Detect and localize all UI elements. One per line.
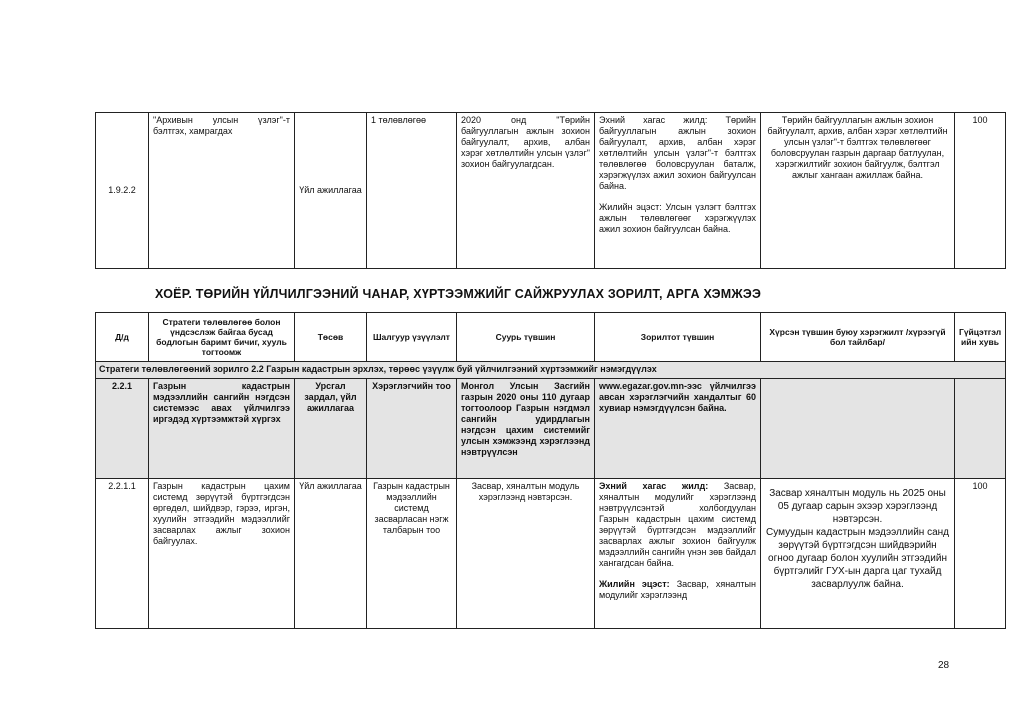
header-indicator: Шалгуур үзүүлэлт <box>367 313 457 362</box>
section-title: ХОЁР. ТӨРИЙН ҮЙЛЧИЛГЭЭНИЙ ЧАНАР, ХҮРТЭЭМЖИЙГ САЙЖРУУЛАХ ЗОРИЛТ, АРГА ХЭМЖЭЭ <box>155 287 762 301</box>
row-unit: Үйл ажиллагаа <box>295 479 367 629</box>
row-target <box>595 113 761 269</box>
target-year-end: Жилийн эцэст: Улсын үзлэгт бэлтгэх ажлын төлөвлөгөөг хэрэгжүүлэх ажил зохион байгуулсан байна. <box>599 202 756 234</box>
target-first-half-label: Эхний хагас жилд: <box>599 481 709 491</box>
strategy-row <box>96 362 1006 379</box>
header-target: Зорилтот түвшин <box>595 313 761 362</box>
header-num: Д/д <box>96 313 149 362</box>
table-row <box>96 479 1006 629</box>
target-year-end-label: Жилийн эцэст: <box>599 579 670 589</box>
row-goal: "Архивын улсын үзлэг"-т бэлтгэх, хамрагдах <box>149 113 295 269</box>
target-year-end: Засвар, хяналтын модулийг хэрэглээнд <box>599 579 756 600</box>
page-number: 28 <box>938 660 950 671</box>
row-percent <box>955 379 1006 479</box>
table-header-row <box>96 313 1006 362</box>
row-indicator: Газрын кадастрын мэдээллийн системд засварласан нэгж талбарын тоо <box>367 479 457 629</box>
row-result: Төрийн байгууллагын ажлын зохион байгуулалт, архив, албан хэрэг хөтлөлтийн улсын үзлэг"-т бэлтгэх төлөвлөгөөг боловсруулан газрын даргаар батлуулан, хэрэгжилтийг зохион байгуулж, бэлтгэл ажлыг хангаан ажиллаж байна. <box>761 113 955 269</box>
header-unit: Төсөв <box>295 313 367 362</box>
table-main <box>95 312 1006 629</box>
row-baseline: Засвар, хяналтын модуль хэрэглээнд нэвтэрсэн. <box>457 479 595 629</box>
row-baseline: 2020 онд "Төрийн байгууллагын ажлын зохион байгуулалт, архив, албан хэрэг хөтлөлтийн улсын үзлэг" зохион байгуулагдсан. <box>457 113 595 269</box>
row-unit: Урсгал зардал, үйл ажиллагаа <box>295 379 367 479</box>
row-code: 2.2.1 <box>96 379 149 479</box>
row-indicator: 1 төлөвлөгөө <box>367 113 457 269</box>
target-first-half: Засвар, хяналтын модулийг хэрэглээнд нэвтрүүлсэнтэй холбогдуулан Газрын кадастрын цахим системд зөрүүтэй бүртгэгдсэн мэдээллийг засварлах ажлыг зохион байгуулж мэдээллийн сангийн үнэн зөв байдал хангагдсан байна. <box>599 481 756 568</box>
row-code: 2.2.1.1 <box>96 479 149 629</box>
row-result <box>761 379 955 479</box>
header-percent: Гүйцэтгэл ийн хувь <box>955 313 1006 362</box>
result-first: Засвар хяналтын модуль нь 2025 оны 05 дугаар сарын эхээр хэрэглээнд нэвтэрсэн. <box>769 488 946 525</box>
row-unit: Үйл ажиллагаа <box>295 113 367 269</box>
strategy-goal: Стратеги төлөвлөгөөний зорилго 2.2 Газрын кадастрын эрхлэх, төрөөс үзүүлж буй үйлчилгээний хүртээмжийг нэмэгдүүлэх <box>96 362 1006 379</box>
header-strategy: Стратеги төлөвлөгөө болон үндсэслэж байгаа бусад бодлогын баримт бичиг, хууль тогтоомж <box>149 313 295 362</box>
row-goal: Газрын кадастрын цахим системд зөрүүтэй бүртгэгдсэн өргөдөл, шийдвэр, гэрээ, иргэн, хуулийн этгээдийн мэдээллийг засварлах ажлыг зохион байгуулах. <box>149 479 295 629</box>
row-code: 1.9.2.2 <box>96 113 149 269</box>
row-indicator: Хэрэглэгчийн тоо <box>367 379 457 479</box>
target-first-half: Эхний хагас жилд: Төрийн байгууллагын ажлын зохион байгуулалт, архив, албан хэрэг хөтлөлтийн улсын үзлэг"-т бэлтгэх төлөвлөгөө боловсруулан баталж, хэрэгжүүлэх ажил зохион байгуулсан байна. <box>599 115 756 191</box>
table-top <box>95 112 1006 269</box>
header-result: Хүрсэн түвшин буюу хэрэгжилт /хүрээгүй бол тайлбар/ <box>761 313 955 362</box>
row-percent: 100 <box>955 479 1006 629</box>
row-target: www.egazar.gov.mn-ээс үйлчилгээ авсан хэрэглэгчийн хандалтыг 60 хувиар нэмэгдүүлсэн байна. <box>595 379 761 479</box>
result-second: Сумуудын кадастрын мэдээллийн санд зөрүүтэй бүртгэгдсэн шийдвэрийн огноо дугаар болон хуулийн этгээдийн бүртгэлийг ГУХ-ын дарга цаг тухайд засварлуулж байна. <box>765 527 950 590</box>
header-baseline: Суурь түвшин <box>457 313 595 362</box>
table-row <box>96 113 1006 269</box>
table-row <box>96 379 1006 479</box>
row-baseline: Монгол Улсын Засгийн газрын 2020 оны 110 дугаар тогтоолоор Газрын нэгдмэл сангийн удирдлагын нэгдсэн цахим системийг улсын хэмжээнд хэрэглээнд нэвтрүүлсэн <box>457 379 595 479</box>
row-target <box>595 479 761 629</box>
row-result <box>761 479 955 629</box>
row-percent: 100 <box>955 113 1006 269</box>
row-goal: Газрын кадастрын мэдээллийн сангийн нэгдсэн системээс авах үйлчилгээ иргэдэд хүртээмжтэй хүргэх <box>149 379 295 479</box>
